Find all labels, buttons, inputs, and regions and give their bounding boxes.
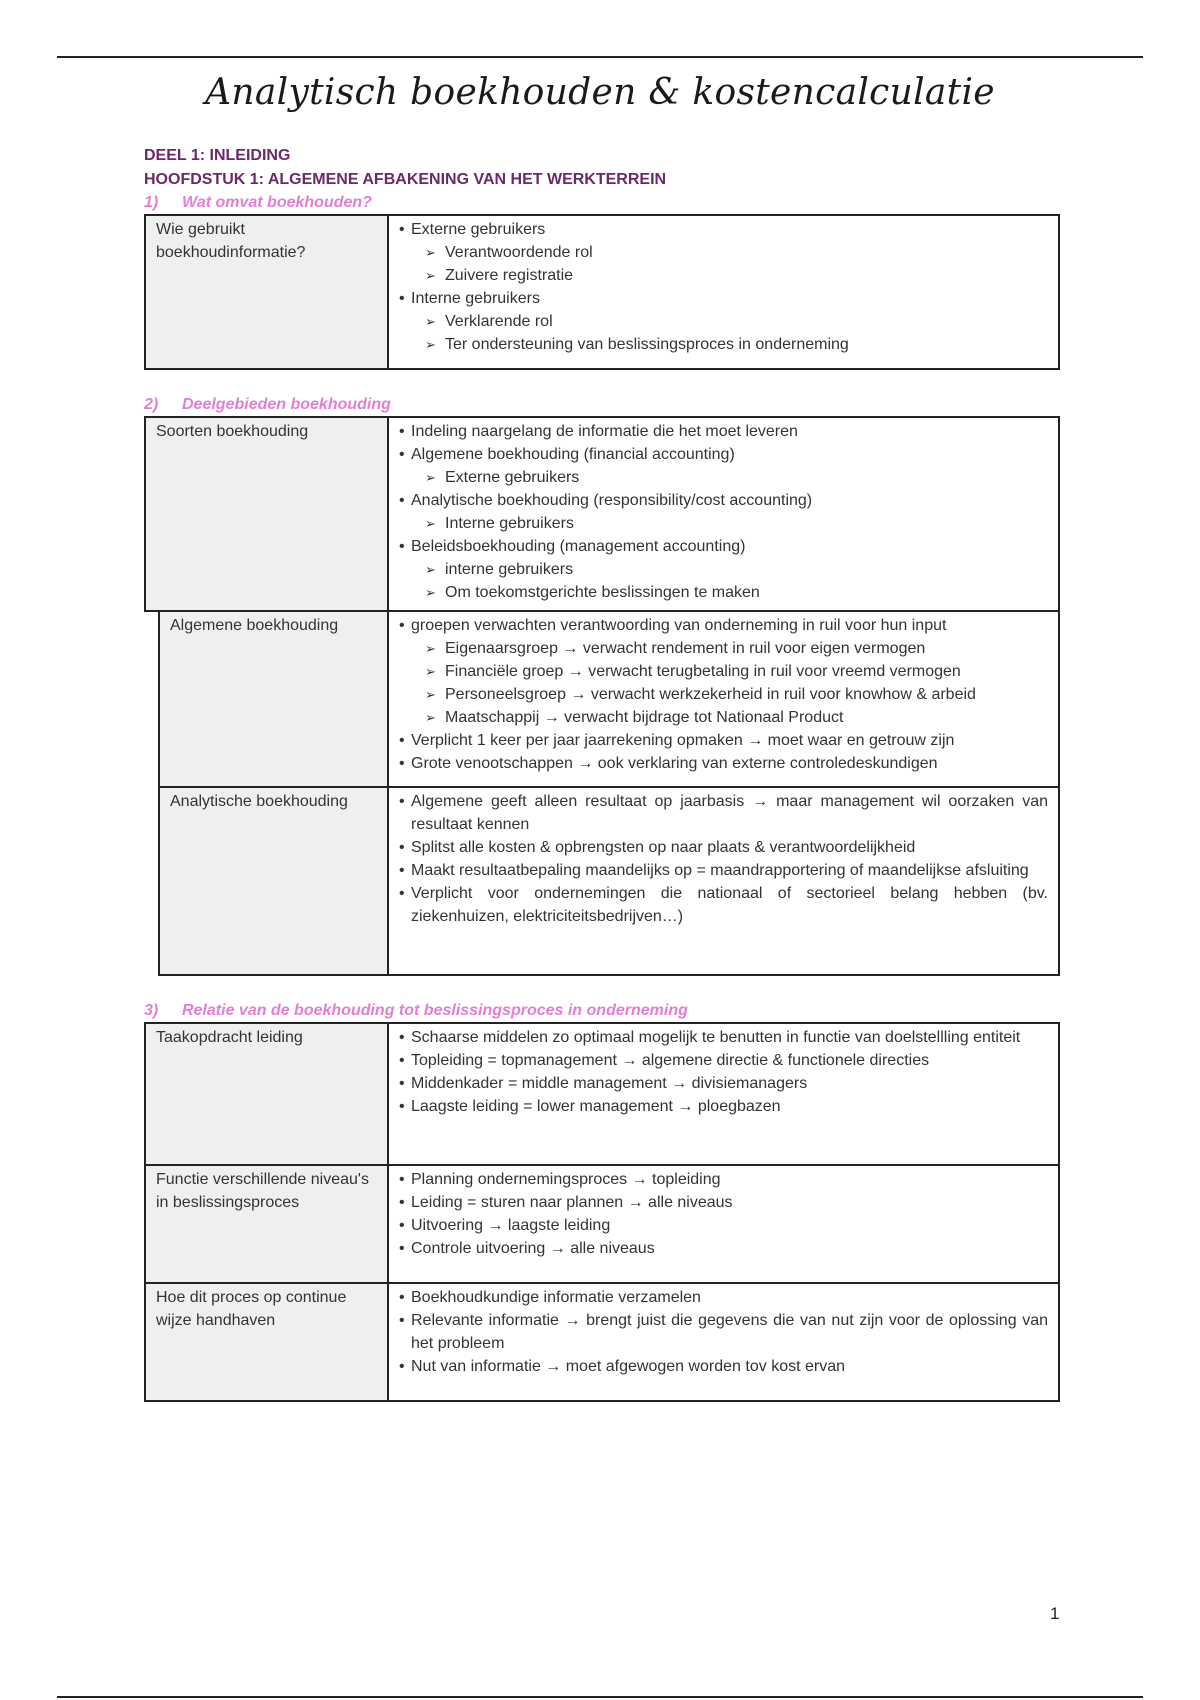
arrow-item: ➢ Verantwoordende rol <box>423 241 1048 264</box>
section-table <box>144 416 1060 612</box>
bullet-item: • Grote venootschappen → ook verklaring van externe controledeskundigen <box>399 752 1048 775</box>
arrow-item: ➢ Financiële groep → verwacht terugbetaling in ruil voor vreemd vermogen <box>423 660 1048 683</box>
bullet-item: • Relevante informatie → brengt juist die gegevens die van nut zijn voor de oplossing van het probleem <box>399 1309 1048 1355</box>
bullet-item: • Analytische boekhouding (responsibility/cost accounting) ➢ Interne gebruikers <box>399 489 1048 535</box>
top-rule <box>57 56 1143 58</box>
bullet-item: • Planning ondernemingsproces → topleiding <box>399 1168 1048 1191</box>
row-label: Analytische boekhouding <box>159 787 388 975</box>
row-label: Wie gebruikt boekhoudinformatie? <box>145 215 388 369</box>
table-row <box>145 1283 1059 1401</box>
bullet-item: • Laagste leiding = lower management → ploegbazen <box>399 1095 1048 1118</box>
row-content <box>388 1165 1059 1283</box>
bullet-item: • Nut van informatie → moet afgewogen worden tov kost ervan <box>399 1355 1048 1378</box>
row-label: Algemene boekhouding <box>159 611 388 787</box>
row-content <box>388 1283 1059 1401</box>
table-row <box>145 215 1059 369</box>
arrow-item: ➢ Maatschappij → verwacht bijdrage tot Nationaal Product <box>423 706 1048 729</box>
bullet-item: • groepen verwachten verantwoording van onderneming in ruil voor hun input ➢ Eigenaarsgroep → verwacht rendement in ruil voor eigen vermogen ➢ Financiële groep → verwacht terugbetaling in ruil voor vreemd vermogen ➢ Personeelsgroep → verwacht werkzekerheid in ruil voor knowhow & arbeid ➢ Maatschappij → verwacht bijdrage tot Nationaal Product <box>399 614 1048 729</box>
section-heading: 2) Deelgebieden boekhouding <box>144 396 391 413</box>
bullet-item: • Externe gebruikers ➢ Verantwoordende rol ➢ Zuivere registratie <box>399 218 1048 287</box>
table-row <box>159 611 1059 787</box>
row-content <box>388 417 1059 611</box>
row-content <box>388 1023 1059 1165</box>
deel-heading: DEEL 1: INLEIDING <box>144 147 291 164</box>
section-heading: 1) Wat omvat boekhouden? <box>144 194 372 211</box>
row-label: Taakopdracht leiding <box>145 1023 388 1165</box>
row-label: Hoe dit proces op continue wijze handhaven <box>145 1283 388 1401</box>
bullet-item: • Controle uitvoering → alle niveaus <box>399 1237 1048 1260</box>
document-body <box>144 144 1060 1402</box>
bullet-item: • Schaarse middelen zo optimaal mogelijk te benutten in functie van doelstellling entiteit <box>399 1026 1048 1049</box>
bullet-item: • Maakt resultaatbepaling maandelijks op = maandrapportering of maandelijkse afsluiting <box>399 859 1048 882</box>
arrow-item: ➢ Om toekomstgerichte beslissingen te maken <box>423 581 1048 604</box>
arrow-item: ➢ Interne gebruikers <box>423 512 1048 535</box>
section-table <box>144 1022 1060 1402</box>
table-row <box>145 417 1059 611</box>
arrow-item: ➢ Ter ondersteuning van beslissingsproces in onderneming <box>423 333 1048 356</box>
bullet-item: • Verplicht voor ondernemingen die nationaal of sectorieel belang hebben (bv. ziekenhuizen, elektriciteitsbedrijven…) <box>399 882 1048 928</box>
bullet-item: • Uitvoering → laagste leiding <box>399 1214 1048 1237</box>
row-label: Functie verschillende niveau's in beslissingsproces <box>145 1165 388 1283</box>
bullet-item: • Algemene boekhouding (financial accounting) ➢ Externe gebruikers <box>399 443 1048 489</box>
bullet-item: • Verplicht 1 keer per jaar jaarrekening opmaken → moet waar en getrouw zijn <box>399 729 1048 752</box>
bullet-item: • Topleiding = topmanagement → algemene directie & functionele directies <box>399 1049 1048 1072</box>
arrow-item: ➢ Externe gebruikers <box>423 466 1048 489</box>
row-content <box>388 611 1059 787</box>
row-content <box>388 215 1059 369</box>
table-row <box>145 1165 1059 1283</box>
arrow-item: ➢ Eigenaarsgroep → verwacht rendement in ruil voor eigen vermogen <box>423 637 1048 660</box>
section-heading: 3) Relatie van de boekhouding tot beslissingsproces in onderneming <box>144 1002 688 1019</box>
row-label: Soorten boekhouding <box>145 417 388 611</box>
document-title: Analytisch boekhouden & kostencalculatie <box>205 72 995 113</box>
section-table <box>144 214 1060 370</box>
bottom-rule <box>57 1696 1143 1698</box>
bullet-item: • Algemene geeft alleen resultaat op jaarbasis → maar management wil oorzaken van resultaat kennen <box>399 790 1048 836</box>
arrow-item: ➢ interne gebruikers <box>423 558 1048 581</box>
arrow-item: ➢ Personeelsgroep → verwacht werkzekerheid in ruil voor knowhow & arbeid <box>423 683 1048 706</box>
bullet-item: • Indeling naargelang de informatie die het moet leveren <box>399 420 1048 443</box>
hoofdstuk-heading: HOOFDSTUK 1: ALGEMENE AFBAKENING VAN HET WERKTERREIN <box>144 171 667 188</box>
table-row <box>159 787 1059 975</box>
table-row <box>145 1023 1059 1165</box>
page-number: 1 <box>1050 1604 1060 1623</box>
bullet-item: • Beleidsboekhouding (management accounting) ➢ interne gebruikers ➢ Om toekomstgerichte beslissingen te maken <box>399 535 1048 604</box>
row-content <box>388 787 1059 975</box>
bullet-item: • Boekhoudkundige informatie verzamelen <box>399 1286 1048 1309</box>
subsection-table <box>158 610 1060 976</box>
arrow-item: ➢ Zuivere registratie <box>423 264 1048 287</box>
arrow-item: ➢ Verklarende rol <box>423 310 1048 333</box>
bullet-item: • Interne gebruikers ➢ Verklarende rol ➢ Ter ondersteuning van beslissingsproces in onderneming <box>399 287 1048 356</box>
bullet-item: • Middenkader = middle management → divisiemanagers <box>399 1072 1048 1095</box>
bullet-item: • Splitst alle kosten & opbrengsten op naar plaats & verantwoordelijkheid <box>399 836 1048 859</box>
bullet-item: • Leiding = sturen naar plannen → alle niveaus <box>399 1191 1048 1214</box>
